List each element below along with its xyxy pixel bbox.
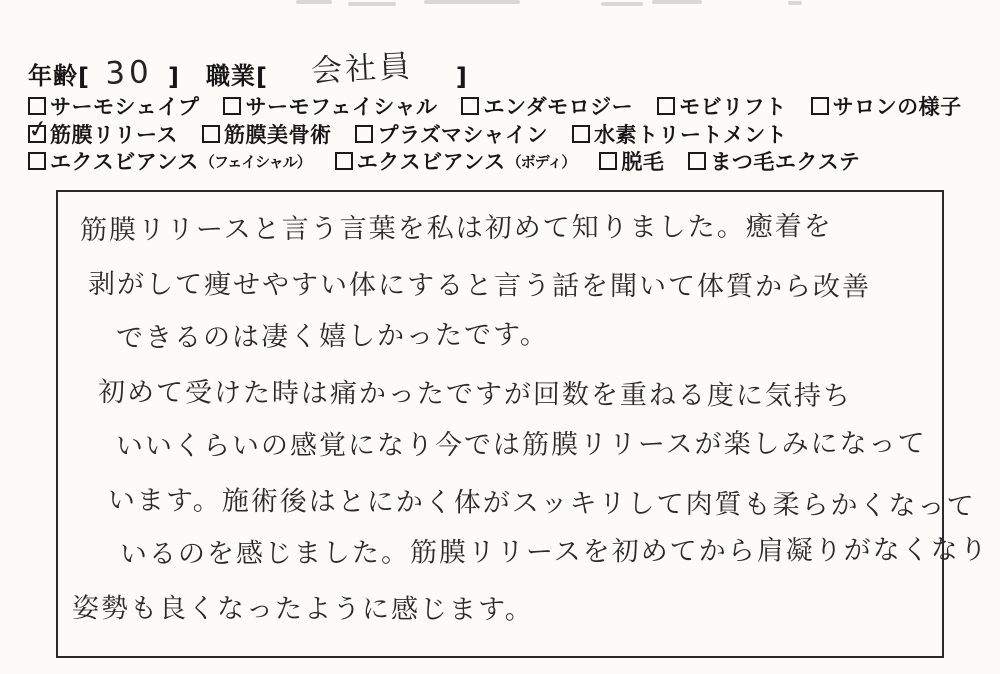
option-row-2 xyxy=(25,113,811,149)
checkbox-icon xyxy=(28,152,46,170)
scan-artifact xyxy=(424,0,520,4)
occupation-value-handwritten: 会社員 xyxy=(310,48,414,90)
option-label: まつ毛エクステ xyxy=(710,150,861,174)
handwritten-line: 姿勢も良くなったように感じます。 xyxy=(71,593,534,626)
option-eyelash-extension xyxy=(688,146,860,176)
checkbox-icon xyxy=(202,125,220,143)
scan-artifact xyxy=(652,0,702,4)
option-label: 脱毛 xyxy=(621,150,665,174)
option-label: プラズマシャイン xyxy=(377,123,548,147)
checkbox-icon xyxy=(811,97,829,115)
option-label: エクスビアンス xyxy=(50,150,199,174)
age-value-handwritten: 30 xyxy=(104,54,154,92)
scan-artifact xyxy=(348,2,396,6)
handwritten-line: 剥がして痩せやすい体にすると言う話を聞いて体質から改善 xyxy=(87,269,872,303)
comment-box xyxy=(56,190,989,658)
option-label: 筋膜美骨術 xyxy=(223,123,332,147)
checkbox-icon xyxy=(223,97,241,115)
option-exuviance-facial xyxy=(28,146,311,176)
option-label: エンダモロジー xyxy=(483,95,634,119)
checkbox-icon xyxy=(572,125,590,143)
option-label-suffix: （フェイシャル） xyxy=(199,152,311,171)
option-label: サーモシェイプ xyxy=(50,95,200,119)
option-label-suffix: （ボディ） xyxy=(506,152,576,171)
option-row-1 xyxy=(28,91,986,121)
form-header xyxy=(28,46,468,91)
checkbox-icon xyxy=(355,125,373,143)
age-bracket-close: ] xyxy=(167,63,180,91)
handwritten-line: いるのを感じました。筋膜リリースを初めてから肩凝りがなくなり xyxy=(119,534,989,570)
checkbox-icon xyxy=(28,97,46,115)
option-label: サロンの様子 xyxy=(832,95,962,119)
option-label: 筋膜リリース xyxy=(50,123,178,147)
handwritten-line: います。施術後はとにかく体がスッキリして肉質も柔らかくなって xyxy=(107,485,976,523)
occupation-bracket-close: ] xyxy=(455,63,468,91)
option-label: モビリフト xyxy=(679,95,787,119)
handwritten-line: いいくらいの感覚になり今では筋膜リリースが楽しみになって xyxy=(115,428,927,462)
option-plasma-shine xyxy=(355,119,548,149)
age-bracket-open: [ xyxy=(78,63,90,91)
checkbox-icon xyxy=(688,152,706,170)
occupation-label: 職業 xyxy=(205,62,256,90)
scan-artifact xyxy=(601,2,643,6)
check-mark-icon: ✓ xyxy=(25,113,51,145)
checkbox-icon xyxy=(335,152,353,170)
scan-artifact xyxy=(296,0,332,4)
handwritten-line: 筋膜リリースと言う言葉を私は初めて知りました。癒着を xyxy=(79,211,833,246)
option-fascia-beauty-bone xyxy=(202,119,332,149)
option-label: サーモフェイシャル xyxy=(245,95,438,119)
option-row-3 xyxy=(28,146,884,176)
scan-artifact xyxy=(788,1,802,5)
option-mobilift xyxy=(657,91,787,121)
option-label: エクスビアンス xyxy=(356,150,506,174)
option-endermologie xyxy=(461,91,633,121)
occupation-bracket-open: [ xyxy=(255,63,268,91)
option-fascia-release xyxy=(25,113,178,149)
age-label: 年齢 xyxy=(28,62,78,90)
checkbox-icon xyxy=(657,97,675,115)
option-hydrogen-treatment xyxy=(572,119,787,149)
option-label: 水素トリートメント xyxy=(593,123,788,147)
option-hair-removal xyxy=(599,146,664,176)
option-salon-atmosphere xyxy=(811,91,962,121)
checkbox-icon xyxy=(25,113,51,145)
option-thermo-shape xyxy=(28,91,199,121)
handwritten-line: 初めて受けた時は痛かったですが回数を重ねる度に気持ち xyxy=(97,377,853,412)
handwritten-line: できるのは凄く嬉しかったです。 xyxy=(115,319,549,354)
option-thermo-facial xyxy=(223,91,437,121)
option-exuviance-body xyxy=(335,146,576,176)
checkbox-icon xyxy=(599,152,617,170)
checkbox-icon xyxy=(461,97,479,115)
